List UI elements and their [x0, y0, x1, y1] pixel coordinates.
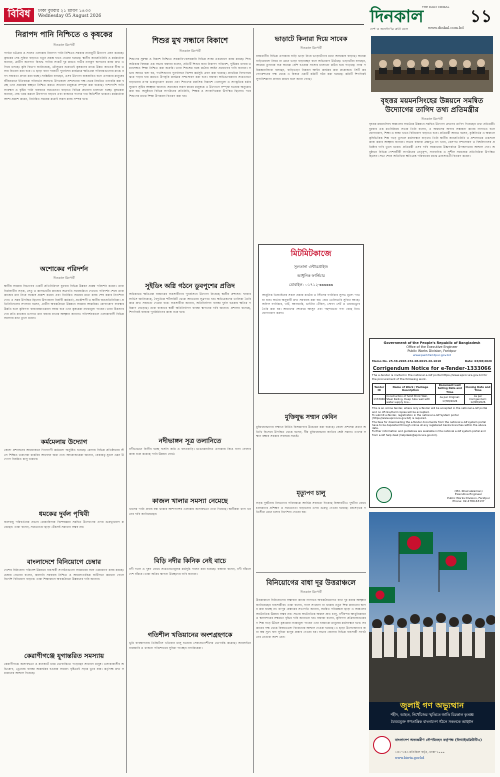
gov-seal: [376, 487, 392, 503]
article-body: বৃহত্তর ময়মনসিংহ অঞ্চলের সামগ্রিক উন্নয়নে সমন্বিত উদ্যোগ গ্রহণের তাগিদ দিয়েছেন তথ্য প্রতিমন্ত্রী। বুধবার এক মতবিনিময় সভায় তিনি বলেন, এ অঞ্চলের অপার সম্ভাবনা কাজে লাগাতে হলে যোগাযোগ, শিক্ষা ও স্বাস্থ্য খাতে বিনিয়োগ বাড়াতে হবে। প্রতিমন্ত্রী আরও বলেন, কৃষিনির্ভর এ অঞ্চলে কৃষিভিত্তিক শিল্প গড়ে তুললে কর্মসংস্থান বাড়বে। তিনি স্থানীয় জনপ্রতিনিধি ও প্রশাসনকে একসঙ্গে কাজ করার আহ্বান জানান। সভায় বক্তারা ব্রহ্মপুত্র নদ খনন, রেলপথ সম্প্রসারণ ও বিশ্ববিদ্যালয় প্রতিষ্ঠার দাবি তুলে ধরেন। প্রতিমন্ত্রী এসব দাবি সরকারের উচ্চপর্যায়ে উপস্থাপনের আশ্বাস দেন। অনুষ্ঠানে বিভিন্ন পেশাজীবী সংগঠনের নেতৃবৃন্দ, সাংবাদিক ও সুশীল সমাজের প্রতিনিধিরা উপস্থিত ছিলেন। সভা শেষে অতিথিরা ক্ষতিগ্রস্ত পরিবারের মাঝে ত্রাণসামগ্রী বিতরণ করেন।: [369, 122, 495, 159]
headline: কাজল খালার সমস্যা নেমেছে: [152, 497, 228, 505]
headline: কেরাণীগঞ্জে যুগান্তরিত সমস্যায়: [24, 652, 104, 660]
headline: সুইডিং অগ্নি গঠনে ডুবপুশের প্রতিদ: [145, 282, 235, 290]
byline: দিনকাল রিপোর্ট: [53, 43, 75, 47]
tender-title: Corrigendum Notice for e-Tender-1333066: [372, 366, 492, 372]
article-body: কেরাণীগঞ্জে জলাবদ্ধতা ও যানজটে চরম ভোগান্তিতে পড়েছেন সাধারণ মানুষ। এলাকাবাসীর অভিযোগ, ড্রেনেজ ব্যবস্থা অকার্যকর হওয়ায় সামান্য বৃষ্টিতেই সড়ক ডুবে যায়। কর্তৃপক্ষ দ্রুত সমাধানের আশ্বাস দিয়েছে।: [4, 662, 124, 676]
column-3-lower: [256, 410, 366, 570]
tender-gov: Government of the People's Republic of Bangladesh: [383, 341, 481, 345]
ad-web[interactable]: www.biwta.gov.bd: [395, 756, 425, 760]
headline: কর্মমেলায় উদ্যোগ: [40, 438, 88, 446]
table-header: Closing Date and Time: [464, 384, 491, 395]
headline: নদীভাঙ্গন সূত্র তলানিতে: [158, 437, 222, 445]
tender-note: To submit e-Tender, registration in the national e-GP System portal (https://www.eprocure.gov.bd) is required.: [372, 414, 459, 421]
tender-dept: Public Works Division, Faridpur: [407, 349, 457, 353]
tender-memo: Memo No. 25.36.2903.152.08.0015.26-1018: [372, 359, 442, 363]
small-ad-line: সুলতানা এন্টারপ্রাইজ: [294, 264, 328, 269]
ad-org: বাংলাদেশ অভ্যন্তরীণ নৌপরিবহন কর্তৃপক্ষ (বিআইডব্লিউটিএ): [395, 738, 482, 742]
tender-office: Office of the Executive Engineer: [406, 345, 458, 349]
date-bangla: ঢাকা বুধবার ২১ শ্রাবণ ১৪৩৩: [38, 9, 91, 14]
byline: দিনকাল রিপোর্ট: [179, 49, 201, 53]
bottom-article: [256, 575, 366, 773]
signer-name: (Md. Khairuzzaman): [454, 488, 483, 493]
ad-line-1: শহীদ, আহত, নিখোঁজের স্মৃতিতে জাতি চিরকাল কৃতজ্ঞ: [390, 712, 474, 717]
column-1: [4, 28, 124, 773]
article-body: জেলা প্রশাসনের আয়োজনে দিনব্যাপী কর্মমেলা অনুষ্ঠিত হয়েছে। মেলায় বিভিন্ন প্রতিষ্ঠানের স্টলে শিক্ষিত তরুণেরা চাকরির আবেদন জমা দেন। আয়োজকেরা জানান, বেকারত্ব হ্রাসে এমন উদ্যোগ নিয়মিত চালু থাকবে।: [4, 448, 124, 462]
tender-web[interactable]: www.pwd.faridpur.gov.bd: [413, 353, 451, 357]
table-cell: Construction of Solid Brick Wall, Steel Railing, Deep tube well with water supply line...: [386, 394, 435, 405]
tender-notice: [369, 338, 495, 508]
article-body: নদীভাঙনে বিলীন হচ্ছে ফসলি জমি ও বসতবাড়ি। ভাঙনকবলিত এলাকায় জিও ব্যাগ ফেলার কাজ শুরু করেছে পানি উন্নয়ন বোর্ড।: [129, 447, 251, 456]
headline: মৃত্যুপণ চালু: [296, 490, 326, 497]
article-body: নদী দখল ও দূষণ রোধে সচেতনতামূলক কর্মসূচি পালন করা হয়েছে। বক্তারা বলেন, নদী বাঁচলে দেশ বাঁচবে। তারা অবৈধ স্থাপনা উচ্ছেদের দাবি জানান।: [129, 567, 251, 576]
tender-table: [372, 383, 492, 405]
masthead-logo-box: [368, 4, 494, 34]
article-body: শিশুদের সুরক্ষা ও বিকাশ নিশ্চিতে সরকারি-বেসরকারি বিভিন্ন সংস্থা একযোগে কাজ করছে। শিশু অধিকার বিষয়ক এক সভায় বক্তারা বলেন, প্রতিটি শিশুর জন্য নিরাপদ পরিবেশ, পুষ্টিকর খাবার ও মানসম্মত শিক্ষা নিশ্চিত করা জরুরি। তারা শিশুশ্রম বন্ধে কঠোর আইন প্রয়োগের দাবি জানান। সভায় আরও বলা হয়, পথশিশুদের পুনর্বাসনে বিশেষ কর্মসূচি গ্রহণ করা হয়েছে। প্রাথমিক বিদ্যালয়ে ঝরে পড়ার হার কমাতে উপবৃত্তি কার্যক্রম সম্প্রসারণ করা হবে। বক্তারা অভিভাবকদের সচেতনতা বাড়ানোর ওপর গুরুত্বারোপ করেন এবং শিশুদের মানসিক বিকাশে খেলাধুলা ও সাংস্কৃতিক চর্চার সুযোগ সৃষ্টির আহ্বান জানান। সমাজের সকল স্তরের মানুষকে এ উদ্যোগে সম্পৃক্ত হওয়ার অনুরোধ করা হয়। অনুষ্ঠানে বিভিন্ন সংগঠনের প্রতিনিধি, শিক্ষক ও সাংবাদিকেরা উপস্থিত ছিলেন। পরে শিশুদের মাঝে শিক্ষা উপকরণ বিতরণ করা হয়।: [129, 57, 251, 98]
signer-office: Public Works Division, Faridpur: [447, 495, 490, 500]
article-body: রাজধানীর বিভিন্ন এলাকায় বাড়ি ভাড়া নিয়ে ভাড়াটেদের মধ্যে অসন্তোষ বাড়ছে। অনেক বাড়িওয়ালা নিয়ম না মেনে ভাড়া বাড়াচ্ছেন বলে অভিযোগ উঠেছে। ভাড়াটেরা বলছেন, আয়ের তুলনায় ব্যয় অনেক বেশি হওয়ায় সংসার চালানো কঠিন হয়ে পড়েছে। নগর পরিকল্পনাবিদরা বলছেন, বাড়িভাড়া নিয়ন্ত্রণ আইন কার্যকর করা প্রয়োজন। সিটি করপোরেশনের পক্ষ থেকে এ বিষয়ে একটি কমিটি গঠন করা হয়েছে। কমিটি শিগগিরই সুপারিশমালা প্রণয়ন করবে বলে জানা গেছে।: [256, 54, 366, 81]
table-header: Document Last Selling Date and Time: [435, 384, 464, 395]
signer-title: Executive Engineer: [455, 492, 483, 497]
news-photo: [371, 36, 493, 92]
table-cell: As per Corrigendum: 12/08/2026: [464, 394, 491, 405]
article-body: উত্তরাঞ্চলে বিনিয়োগের সম্ভাবনা কাজে লাগাতে অবকাঠামোগত বাধা দূর করার আহ্বান জানিয়েছেন ব্যবসায়ীরা। তারা বলেন, গ্যাস সংযোগ না থাকায় নতুন শিল্প কারখানা স্থাপন করা যাচ্ছে না। রংপুর চেম্বারের সভাপতি জানান, সমন্বিত পরিকল্পনা ছাড়া এ অঞ্চলের অর্থনৈতিক উন্নয়ন সম্ভব নয়। সভায় অর্থনৈতিক অঞ্চল দ্রুত চালু, নদীবন্দর আধুনিকায়ন ও স্থলবন্দরের সক্ষমতা বৃদ্ধির দাবি জানানো হয়। বক্তারা বলেন, কৃষিপণ্য প্রক্রিয়াজাতকরণ শিল্প গড়ে উঠলে কৃষকেরা ন্যায্যমূল্য পাবেন এবং হাজারো মানুষের কর্মসংস্থান হবে। সরকারের পক্ষ থেকে বিষয়গুলো বিবেচনার আশ্বাস দেওয়া হয়েছে। এ ছাড়া উদ্যোক্তাদের জন্য স্বল্প সুদে ঋণ সুবিধা চালুর প্রস্তাব দেওয়া হয়। সভায় জেলার বিভিন্ন ব্যবসায়ী সংগঠনের নেতারা অংশ নেন।: [256, 598, 366, 639]
column-2: [129, 28, 251, 773]
biwta-ad: [369, 512, 495, 773]
headline: শিশুর মুখ সন্ধানে বিকাশে: [152, 36, 228, 45]
table-cell: 1333066: [373, 394, 386, 405]
tender-note: This is an online tender, where only e-Tender will be accepted in the national e-GP portal and no off-line/hard copies will be accepted.: [372, 407, 488, 414]
byline: দিনকাল রিপোর্ট: [300, 590, 322, 594]
tender-memo-date: Date: 04/08/2026: [464, 359, 492, 363]
small-ad: [258, 244, 364, 394]
headline-major: বৃহত্তর ময়মনসিংহের উন্নয়নে সমন্বিত উদ্যোগের তাগিদ তথ্য প্রতিমন্ত্রীর: [380, 96, 484, 114]
masthead-sub: THE DAILY DINKAL: [422, 5, 450, 9]
masthead-web: www.dinkal.com.bd: [428, 26, 464, 30]
section-label: বিবিধ: [4, 8, 34, 22]
small-ad-title: মিটমিটকাজে: [290, 248, 332, 258]
byline: দিনকাল রিপোর্ট: [53, 276, 75, 280]
photo-meeting: [371, 36, 493, 92]
page-number: ১১: [469, 7, 492, 27]
ad-footer: [369, 730, 495, 773]
headline: গতিশীল খতিয়ানের অংশগ্রহণকে: [147, 631, 233, 639]
biwta-logo-icon: [373, 736, 391, 754]
table-row: [373, 394, 492, 405]
ad-org-sub: ১৪১-১৪৩ মতিঝিল বা/এ, ঢাকা-১০০০: [395, 750, 445, 754]
headline: মুক্তিযুদ্ধ সম্মান কেবিন: [285, 414, 337, 421]
ad-crowd-photo: [369, 512, 495, 702]
ad-title: জুলাই গণ অভ্যুত্থান: [400, 700, 464, 710]
masthead-tagline: দেশ ও জনগণের কথা বলে: [370, 27, 409, 31]
small-ad-line: মোবাইল: ০১৭১২-xxxxxx: [289, 282, 333, 287]
headline: বিড়ি নদীর কিনিক নেই বাচে: [154, 557, 226, 565]
signer-phone: Phone: 02-4789-63137: [452, 499, 485, 504]
ad-line-2: বৈষম্যমুক্ত গণতান্ত্রিক বাংলাদেশ গঠনে সকলকে আহ্বান: [390, 719, 474, 724]
tender-intro: The e-tender is invited in the national e-GP portal https://www.eprocure.gov.bd for the procurement of the following work.: [372, 373, 488, 381]
article-body: স্থানীয় সরকার বিভাগের একটি প্রতিনিধিদল বুধবার বিভিন্ন উন্নয়ন প্রকল্প পরিদর্শন করেন। তারা নির্মাণাধীন সড়ক, সেতু ও কালভার্টের কাজের অগ্রগতি সরেজমিনে দেখেন। পরিদর্শন শেষে তারা কাজের মান নিয়ে সন্তোষ প্রকাশ করেন এবং নির্ধারিত সময়ের মধ্যে কাজ শেষ করার নির্দেশনা দেন। এ সময় উপস্থিত ছিলেন উপজেলা নির্বাহী কর্মকর্তা, প্রকৌশলী ও স্থানীয় জনপ্রতিনিধিরা। প্রতিনিধিদলের সদস্যরা বলেন, গ্রামীণ অবকাঠামো উন্নয়নে সরকার আন্তরিক। যোগাযোগ ব্যবস্থার উন্নতি হলে কৃষিপণ্য বাজারজাতকরণ সহজ হবে এবং কৃষকেরা ন্যায্যমূল্য পাবেন। তারা ঠিকাদারদের প্রতি কাজের গুণগত মান বজায় রাখার আহ্বান জানান। পরিদর্শনকালে এলাকাবাসী বিভিন্ন সমস্যার কথা তুলে ধরেন।: [4, 284, 124, 321]
headline: ধমকের দুর্বল পৃথিবী: [38, 510, 90, 518]
tender-note: Further information and guidelines are available in the national e-GP system portal and from e-GP help desk (helpdesk@eprocure.gov.bd).: [372, 430, 486, 437]
masthead-logo: দিনকাল: [370, 7, 424, 27]
headline: ভাড়াটে কিনারা দিয়ে সাবেক: [274, 35, 348, 43]
table-header-row: [373, 384, 492, 395]
article-body: মুক্তিযোদ্ধাদের সম্মানে নির্মিত বিশ্রামাগার উদ্বোধন করা হয়েছে। জেলা প্রশাসক প্রধান অতিথি হিসেবে উপস্থিত থেকে বলেন, বীর মুক্তিযোদ্ধারা জাতির শ্রেষ্ঠ সন্তান। তাদের সম্মান রক্ষায় সরকার সবসময় সচেষ্ট।: [256, 425, 366, 439]
article-body: অগ্নিকাণ্ডে ক্ষতিগ্রস্ত বাজারের ব্যবসায়ীদের পুনর্বাসনে উদ্যোগ নিয়েছে স্থানীয় প্রশাসন। ফায়ার সার্ভিস জানিয়েছে, বৈদ্যুতিক শর্টসার্কিট থেকে আগুনের সূত্রপাত হয়। ক্ষতিগ্রস্তদের তালিকা তৈরি করে দ্রুত সহায়তা দেওয়া হবে। ব্যবসায়ীরা জানান, অগ্নিনির্বাপণ ব্যবস্থা দুর্বল হওয়ায় ক্ষতির পরিমাণ বেড়েছে। তারা বাজারে স্থায়ী অগ্নিনির্বাপণ ব্যবস্থা স্থাপনের দাবি জানান। প্রশাসন বলেছে, শিগগিরই বাজার পুনর্নির্মাণের কাজ শুরু হবে।: [129, 292, 251, 315]
article-body: খালের পানি প্রবাহ বন্ধ থাকায় আশপাশের এলাকায় জলাবদ্ধতা দেখা দিয়েছে। স্থানীয়রা খাল খননের দাবি জানিয়েছেন।: [129, 507, 251, 516]
small-ad-line: আধুনিক ফার্নিচার: [297, 273, 325, 278]
table-header: Tender ID: [373, 384, 386, 395]
tender-notes: [372, 407, 492, 437]
tender-note: The fees for downloading the e-Tender documents from the national e-GP system portal have to be deposited through online at any registered banks branches within the above date.: [372, 420, 487, 431]
column-4: [369, 36, 495, 336]
table-header: Name of Work / Package Description: [386, 384, 435, 395]
date-english: Wednesday 05 August 2026: [38, 14, 102, 19]
article-body: পার্বত্য চট্টগ্রাম ও সংলগ্ন এলাকায় নিরাপদ পানি নিশ্চিতে সরকার নানামুখী উদ্যোগ গ্রহণ করেছে। কৃষকের সেচ সুবিধা বাড়াতে নতুন প্রকল্প হাতে নেওয়া হয়েছে। স্থানীয় জনপ্রতিনিধি ও কর্মকর্তারা জানান, গ্রামীণ জনপদে বিশুদ্ধ পানির সংকট দূর করতে গভীর নলকূপ স্থাপনের কাজ দ্রুত এগিয়ে চলছে। কৃষি বিভাগ জানিয়েছে, মৌসুমের শুরুতেই কৃষকদের মাঝে উন্নত জাতের বীজ ও সার বিতরণ করা হবে। এ ছাড়া বন্যা পরবর্তী পুনর্বাসন কার্যক্রমে ক্ষতিগ্রস্ত পরিবারগুলোর মাঝে নগদ সহায়তা প্রদান করা হচ্ছে। সংশ্লিষ্টরা বলছেন, এসব উদ্যোগ বাস্তবায়িত হলে এলাকার মানুষের জীবনমানে ইতিবাচক পরিবর্তন আসবে। উপজেলা প্রশাসনের পক্ষ থেকে নিয়মিত তদারকি করা হচ্ছে এবং প্রকল্পের স্বচ্ছতা নিশ্চিত করতে সাধারণ মানুষকে সম্পৃক্ত করা হয়েছে। পাশাপাশি পানি সংরক্ষণ ও বৃষ্টির পানি ব্যবহারে সচেতনতা বাড়াতে বিভিন্ন প্রচারণা চালানো হচ্ছে। কৃষকেরা জানান, সেচ খরচ কমলে উৎপাদন বাড়বে এবং বাজারে পণ্যের দাম স্থিতিশীল থাকবে। কর্মকর্তারা আশা প্রকাশ করেন, নির্ধারিত সময়ের মধ্যেই সকল কাজ সম্পন্ন হবে।: [4, 51, 124, 101]
column-3: [256, 28, 366, 448]
article-body: দেশের বিনিয়োগ পরিবেশ উন্নয়নে ব্যবসায়ী সংগঠনগুলো সরকারের সঙ্গে একযোগে কাজ করছে। চেম্বার নেতারা বলেন, জ্বালানি সরবরাহ নিশ্চিত ও আমলাতান্ত্রিক জটিলতা কমানো গেলে বিদেশি বিনিয়োগ বাড়বে। তারা শিল্পাঞ্চলে অবকাঠামো উন্নয়নের দাবি জানান।: [4, 568, 124, 582]
headline: অশোকের পরিদর্শন: [40, 265, 88, 273]
headline: বাংলাদেশে বিনিয়োগে চেম্বার: [27, 558, 101, 566]
article-body: ভূমি ব্যবস্থাপনায় ডিজিটাল খতিয়ান চালু হওয়ায় সেবাপ্রত্যাশীদের ভোগান্তি কমেছে। অনলাইনে নামজারি ও খাজনা পরিশোধের সুবিধা পাচ্ছেন নাগরিকেরা।: [129, 641, 251, 650]
table-cell: As per Original: 17/08/2026: [435, 394, 464, 405]
article-body: সড়ক দুর্ঘটনায় নিহতদের পরিবারকে আর্থিক সহায়তা দিয়েছে বিআরটিএ। দুর্ঘটনা রোধে চালকদের প্রশিক্ষণ ও সচেতনতা বাড়ানোর ওপর গুরুত্ব দেওয়া হয়েছে। মহাসড়কে গতিসীমা মেনে চলার নির্দেশনা দেওয়া হয়।: [256, 501, 366, 515]
byline: দিনকাল রিপোর্ট: [300, 46, 322, 50]
headline: বিনিয়োগের বাধা দূর উত্তরাঞ্চলে: [266, 578, 356, 587]
headline: নিরাপদ পানি নিশ্চিতে ও কৃষকের: [15, 30, 113, 39]
small-ad-body: আধুনিক ডিজাইনের সকল প্রকার কাঠের ও স্টিলের ফার্নিচার সুলভ মূল্যে পাওয়া যায়। অর্ডার অনুযায়ী দ্রুত সরবরাহ করা হয়। হোম ডেলিভারি সুবিধা আছে। অফিস ফার্নিচার, খাট, আলমারি, ডাইনিং টেবিল, সোফা সেট ও ওয়ারড্রোব তৈরি করা হয়। আমাদের শোরুমে আসুন এবং পছন্দমতো পণ্য বেছে নিন। যোগাযোগ করুন।: [262, 293, 360, 316]
article-body: জলবায়ু পরিবর্তনের প্রভাব মোকাবিলায় বিশেষজ্ঞরা সমন্বিত উদ্যোগের ওপর গুরুত্বারোপ করেছেন। তারা বলেন, সচেতনতা ছাড়া টেকসই সমাধান সম্ভব নয়।: [4, 520, 124, 529]
byline: দিনকাল রিপোর্ট: [421, 117, 443, 121]
